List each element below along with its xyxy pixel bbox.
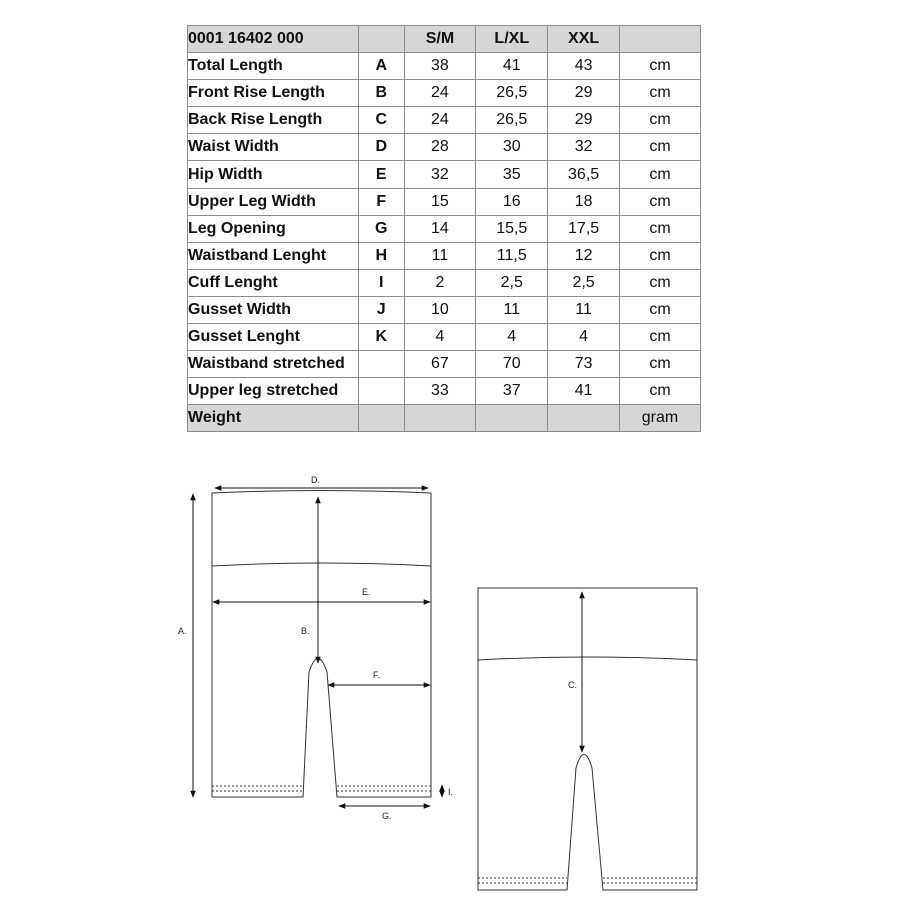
- size-value: 24: [404, 80, 476, 107]
- size-value: 32: [548, 134, 620, 161]
- unit-cell: cm: [620, 351, 701, 378]
- size-value: 16: [476, 188, 548, 215]
- measurement-name: Total Length: [188, 53, 359, 80]
- measurement-name: Upper Leg Width: [188, 188, 359, 215]
- size-value: 24: [404, 107, 476, 134]
- size-value: 30: [476, 134, 548, 161]
- size-header-xxl: XXL: [548, 26, 620, 53]
- label-f: F.: [373, 670, 381, 680]
- size-value: 70: [476, 351, 548, 378]
- measurement-code: G: [358, 215, 404, 242]
- measurement-name: Upper leg stretched: [188, 378, 359, 405]
- size-value: 2,5: [548, 269, 620, 296]
- measurement-code: D: [358, 134, 404, 161]
- size-value: 28: [404, 134, 476, 161]
- unit-cell: cm: [620, 161, 701, 188]
- size-value: 26,5: [476, 80, 548, 107]
- measurement-name: Front Rise Length: [188, 80, 359, 107]
- measurement-name: Leg Opening: [188, 215, 359, 242]
- size-value: 33: [404, 378, 476, 405]
- size-value: 15,5: [476, 215, 548, 242]
- size-value: 11: [476, 296, 548, 323]
- label-a: A.: [178, 626, 187, 636]
- unit-cell: cm: [620, 269, 701, 296]
- size-value: 67: [404, 351, 476, 378]
- size-value: 4: [548, 324, 620, 351]
- size-value: 2: [404, 269, 476, 296]
- measurement-name: Hip Width: [188, 161, 359, 188]
- unit-cell: cm: [620, 53, 701, 80]
- size-value: 43: [548, 53, 620, 80]
- measurement-name: Gusset Width: [188, 296, 359, 323]
- unit-cell: cm: [620, 80, 701, 107]
- label-d: D.: [311, 475, 320, 485]
- unit-cell: cm: [620, 134, 701, 161]
- measurement-code: B: [358, 80, 404, 107]
- size-value: 4: [404, 324, 476, 351]
- label-i: I.: [448, 787, 454, 797]
- size-value: 14: [404, 215, 476, 242]
- size-header-lxl: L/XL: [476, 26, 548, 53]
- back-shorts-outline: [478, 588, 697, 890]
- size-value: 41: [548, 378, 620, 405]
- size-value: 35: [476, 161, 548, 188]
- article-number: 0001 16402 000: [188, 26, 359, 53]
- unit-cell: cm: [620, 188, 701, 215]
- size-value: 37: [476, 378, 548, 405]
- measurement-code: K: [358, 324, 404, 351]
- measurement-code: I: [358, 269, 404, 296]
- weight-label: Weight: [188, 405, 359, 432]
- label-e: E.: [362, 587, 371, 597]
- front-shorts-outline: [212, 491, 431, 798]
- size-value: 17,5: [548, 215, 620, 242]
- measurement-name: Waistband stretched: [188, 351, 359, 378]
- label-b: B.: [301, 626, 310, 636]
- measurement-name: Waistband Lenght: [188, 242, 359, 269]
- unit-cell: cm: [620, 378, 701, 405]
- measurement-name: Back Rise Length: [188, 107, 359, 134]
- size-value: 29: [548, 107, 620, 134]
- measurement-code: J: [358, 296, 404, 323]
- size-value: 4: [476, 324, 548, 351]
- unit-cell: cm: [620, 107, 701, 134]
- size-value: 36,5: [548, 161, 620, 188]
- size-value: 41: [476, 53, 548, 80]
- size-value: 11: [404, 242, 476, 269]
- measurement-code: E: [358, 161, 404, 188]
- measurement-code: F: [358, 188, 404, 215]
- measurement-code: A: [358, 53, 404, 80]
- size-value: 26,5: [476, 107, 548, 134]
- size-value: 11: [548, 296, 620, 323]
- size-value: 15: [404, 188, 476, 215]
- size-value: 29: [548, 80, 620, 107]
- size-value: 10: [404, 296, 476, 323]
- measurement-name: Waist Width: [188, 134, 359, 161]
- unit-cell: cm: [620, 296, 701, 323]
- size-value: 32: [404, 161, 476, 188]
- size-value: 18: [548, 188, 620, 215]
- measurement-name: Cuff Lenght: [188, 269, 359, 296]
- measurement-code: C: [358, 107, 404, 134]
- weight-unit: gram: [620, 405, 701, 432]
- measurement-code: H: [358, 242, 404, 269]
- size-value: 38: [404, 53, 476, 80]
- size-value: 11,5: [476, 242, 548, 269]
- size-value: 2,5: [476, 269, 548, 296]
- unit-cell: cm: [620, 215, 701, 242]
- label-g: G.: [382, 811, 392, 821]
- label-c: C.: [568, 680, 577, 690]
- unit-cell: cm: [620, 324, 701, 351]
- measurement-name: Gusset Lenght: [188, 324, 359, 351]
- size-value: 12: [548, 242, 620, 269]
- size-header-sm: S/M: [404, 26, 476, 53]
- unit-cell: cm: [620, 242, 701, 269]
- size-value: 73: [548, 351, 620, 378]
